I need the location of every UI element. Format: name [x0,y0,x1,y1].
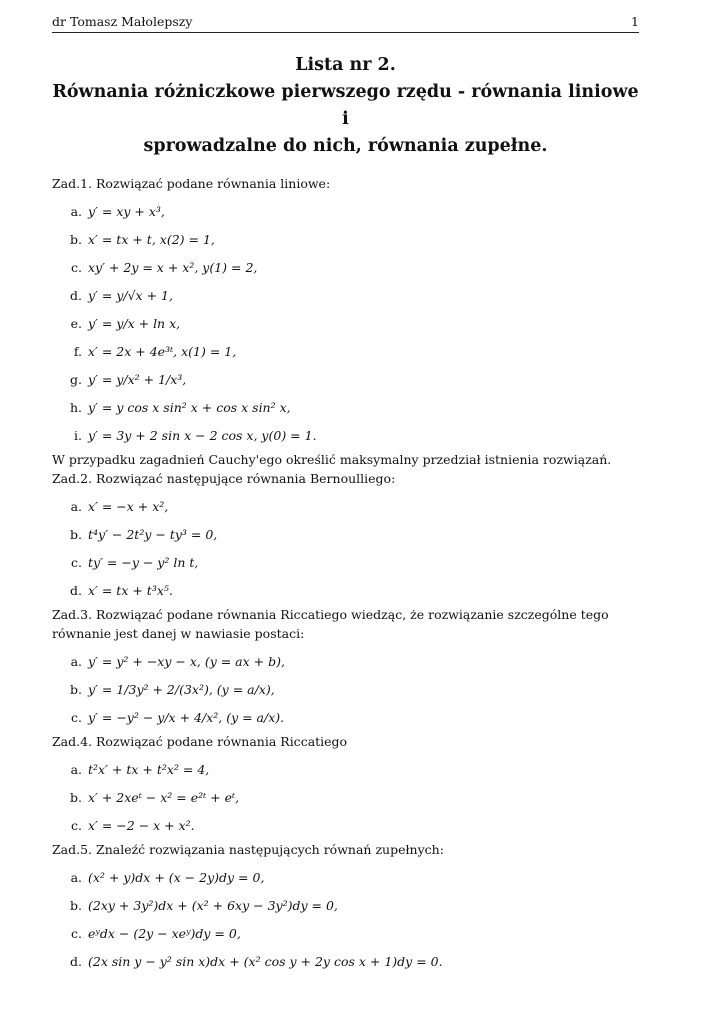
list-item [52,652,639,671]
equation: ty′ = −y − y² ln t, [88,555,199,570]
equation: x′ = −x + x², [88,499,169,514]
task-heading: Zad.1. Rozwiązać podane równania liniowe: [52,176,331,191]
equation: t⁴y′ − 2t²y − ty³ = 0, [88,527,218,542]
equation: y′ = y² + −xy − x, (y = ax + b), [88,654,285,669]
task-note: W przypadku zagadnień Cauchy'ego określić maksymalny przedział istnienia rozwiązań. [52,452,612,467]
item-label: d. [70,954,82,969]
equation: y′ = y/x² + 1/x³, [88,372,187,387]
list-item [52,258,639,277]
task-list [52,760,639,835]
list-item [52,426,639,445]
task-heading: Zad.5. Znaleźć rozwiązania następujących równań zupełnych: [52,842,444,857]
task-list [52,497,639,600]
equation: t²x′ + tx + t²x² = 4, [88,762,210,777]
item-label: i. [74,428,82,443]
list-item [52,553,639,572]
item-label: e. [70,316,82,331]
equation: y′ = −y² − y/x + 4/x², (y = a/x). [88,710,285,725]
list-item [52,202,639,221]
list-item [52,868,639,887]
list-item [52,708,639,727]
item-label: a. [70,204,82,219]
item-label: c. [71,926,82,941]
item-label: c. [71,710,82,725]
title-line-3: sprowadzalne do nich, równania zupełne. [143,136,548,156]
list-item [52,497,639,516]
equation: xy′ + 2y = x + x², y(1) = 2, [88,260,258,275]
task-list [52,652,639,727]
title-line-1: Lista nr 2. [295,55,396,75]
list-item [52,581,639,600]
item-label: g. [70,372,82,387]
item-label: f. [73,344,82,359]
list-item [52,788,639,807]
page-number: 1 [631,14,639,29]
list-item [52,816,639,835]
item-label: d. [70,288,82,303]
item-label: a. [70,870,82,885]
item-label: d. [70,583,82,598]
task-list [52,868,639,971]
item-label: b. [70,790,82,805]
item-label: b. [70,682,82,697]
list-item [52,952,639,971]
list-item [52,370,639,389]
list-item [52,924,639,943]
equation: x′ = tx + t, x(2) = 1, [88,232,215,247]
item-label: a. [70,654,82,669]
equation: (2xy + 3y²)dx + (x² + 6xy − 3y²)dy = 0, [88,898,338,913]
page-header [52,14,639,33]
list-item [52,760,639,779]
list-item [52,230,639,249]
equation: y′ = 1/3y² + 2/(3x²), (y = a/x), [88,682,275,697]
author: dr Tomasz Małolepszy [52,14,193,29]
task-heading: Zad.4. Rozwiązać podane równania Riccatiego [52,734,348,749]
list-item [52,525,639,544]
list-item [52,314,639,333]
list-item [52,896,639,915]
equation: eʸdx − (2y − xeʸ)dy = 0, [88,926,241,941]
equation: (x² + y)dx + (x − 2y)dy = 0, [88,870,265,885]
item-label: b. [70,898,82,913]
list-item [52,398,639,417]
equation: x′ + 2xeᵗ − x² = e²ᵗ + eᵗ, [88,790,240,805]
list-item [52,286,639,305]
item-label: c. [71,818,82,833]
item-label: b. [70,232,82,247]
equation: y′ = xy + x³, [88,204,165,219]
item-label: h. [69,400,82,415]
equation: x′ = −2 − x + x². [88,818,195,833]
title-line-2: Równania różniczkowe pierwszego rzędu - równania liniowe i [52,82,639,129]
equation: y′ = 3y + 2 sin x − 2 cos x, y(0) = 1. [88,428,317,443]
equation: y′ = y/x + ln x, [88,316,181,331]
document-page [52,14,639,976]
task-list [52,202,639,445]
equation: x′ = 2x + 4e³ᵗ, x(1) = 1, [88,344,237,359]
item-label: c. [71,555,82,570]
equation: (2x sin y − y² sin x)dx + (x² cos y + 2y cos x + 1)dy = 0. [88,954,443,969]
item-label: a. [70,499,82,514]
list-item [52,680,639,699]
equation: y′ = y/√x + 1, [88,288,173,303]
item-label: b. [70,527,82,542]
equation: y′ = y cos x sin² x + cos x sin² x, [88,400,291,415]
task-heading: Zad.3. Rozwiązać podane równania Riccatiego wiedząc, że rozwiązanie szczególne tego równanie jest danej w nawiasie postaci: [52,607,609,641]
list-item [52,342,639,361]
equation: x′ = tx + t³x⁵. [88,583,173,598]
item-label: a. [70,762,82,777]
task-heading: Zad.2. Rozwiązać następujące równania Bernoulliego: [52,471,396,486]
item-label: c. [71,260,82,275]
document-title [52,52,639,160]
